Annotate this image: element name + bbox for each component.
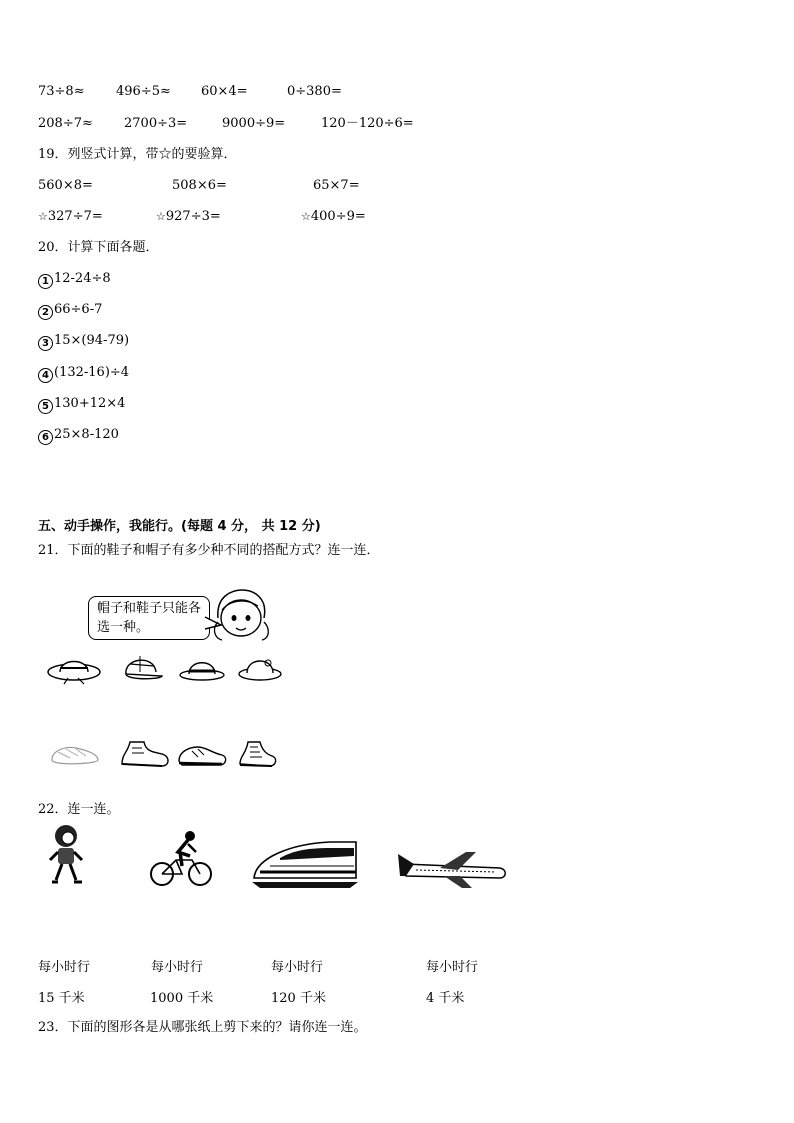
q19-item2: 508×6=: [172, 178, 227, 193]
bubble-text: 帽子和鞋子只能各选一种。: [97, 601, 202, 635]
circled-number: 3: [38, 336, 53, 351]
sandal-icon: [48, 740, 102, 768]
q20-item5: 5 130+12×4: [38, 396, 125, 414]
speed-label-2: 每小时行: [151, 960, 204, 975]
cap-icon: [120, 652, 164, 684]
q20-item2: 2 66÷6-7: [38, 302, 102, 320]
circled-number: 5: [38, 399, 53, 414]
q20-title: 20．计算下面各题．: [38, 240, 159, 255]
q20-item6: 6 25×8-120: [38, 427, 119, 445]
train-icon: [250, 838, 360, 890]
q19-title: 19．列竖式计算，带☆的要验算．: [38, 147, 237, 162]
q20-item3: 3 15×(94-79): [38, 333, 129, 351]
calc-row1-item1: 73÷8≈: [38, 84, 85, 99]
calc-row1-item4: 0÷380=: [287, 84, 342, 99]
speed-value-3: 120 千米: [271, 991, 326, 1006]
girl-face-icon: [212, 588, 272, 646]
circled-number: 1: [38, 274, 53, 289]
airplane-icon: [396, 850, 508, 890]
circled-number: 6: [38, 430, 53, 445]
sneaker-icon: [176, 739, 228, 769]
speed-value-4: 4 千米: [426, 991, 465, 1006]
speed-label-4: 每小时行: [426, 960, 479, 975]
fedora-hat-icon: [179, 655, 225, 683]
calc-row2-item2: 2700÷3=: [124, 116, 188, 131]
q19-item5: ☆927÷3=: [156, 209, 221, 224]
circled-number: 4: [38, 368, 53, 383]
speed-value-2: 1000 千米: [150, 991, 214, 1006]
calc-row2-item1: 208÷7≈: [38, 116, 93, 131]
q21-title: 21．下面的鞋子和帽子有多少种不同的搭配方式？连一连．: [38, 543, 380, 558]
q22-title: 22．连一连。: [38, 802, 120, 817]
q19-item4: ☆327÷7=: [38, 209, 103, 224]
speed-value-1: 15 千米: [38, 991, 85, 1006]
boot-icon: [118, 738, 172, 770]
calc-row2-item3: 9000÷9=: [222, 116, 286, 131]
q20-item1: 1 12-24÷8: [38, 271, 111, 289]
q23-title: 23．下面的图形各是从哪张纸上剪下来的？请你连一连。: [38, 1020, 367, 1035]
star-icon: ☆: [156, 210, 166, 223]
high-top-sneaker-icon: [236, 738, 278, 770]
q20-item4: 4 (132-16)÷4: [38, 365, 129, 383]
circled-number: 2: [38, 305, 53, 320]
star-icon: ☆: [301, 210, 311, 223]
star-icon: ☆: [38, 210, 48, 223]
section5-title: 五、动手操作，我能行。(每题 4 分， 共 12 分): [38, 519, 321, 534]
speed-label-1: 每小时行: [38, 960, 91, 975]
speed-label-3: 每小时行: [271, 960, 324, 975]
calc-row2-item4: 120－120÷6=: [321, 116, 414, 131]
q19-item6: ☆400÷9=: [301, 209, 366, 224]
q19-item3: 65×7=: [313, 178, 360, 193]
calc-row1-item2: 496÷5≈: [116, 84, 171, 99]
bonnet-hat-icon: [238, 653, 282, 683]
walking-girl-icon: [44, 822, 90, 886]
cyclist-icon: [150, 830, 212, 888]
calc-row1-item3: 60×4=: [201, 84, 248, 99]
sun-hat-icon: [46, 650, 102, 684]
q19-item1: 560×8=: [38, 178, 93, 193]
